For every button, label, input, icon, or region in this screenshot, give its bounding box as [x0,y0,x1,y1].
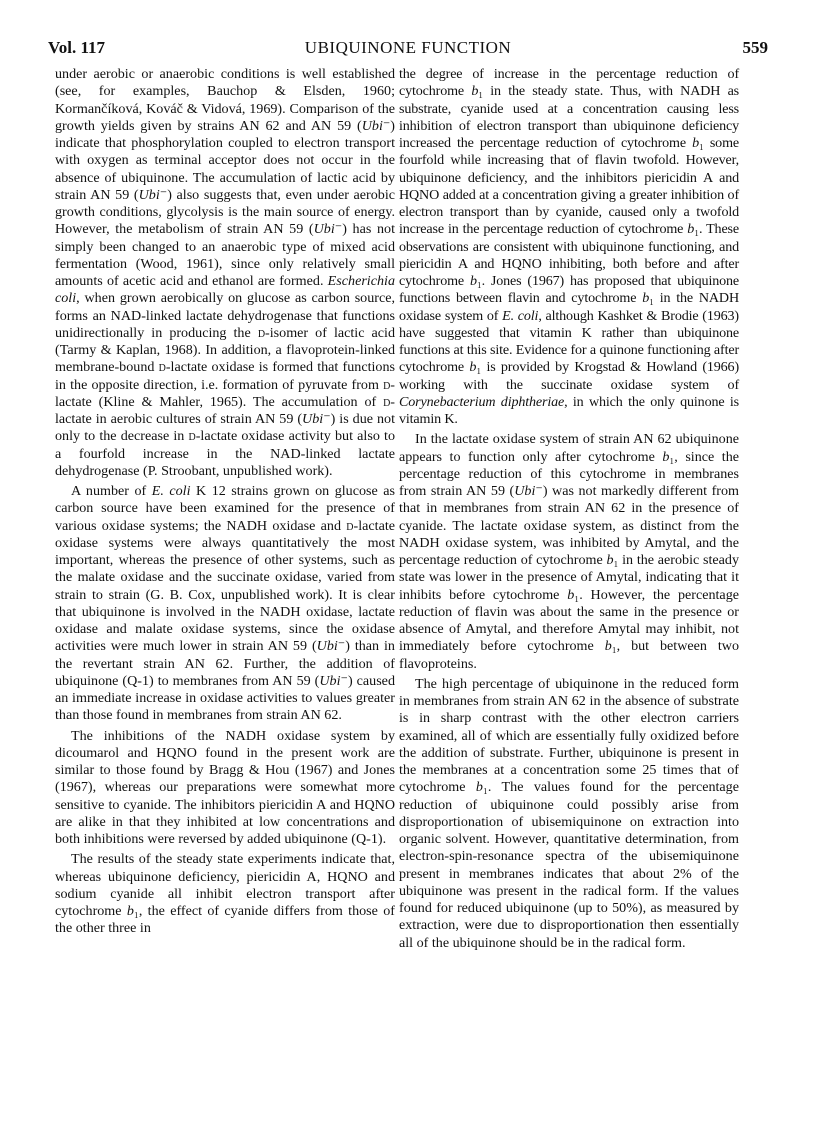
italic-term: b [469,359,477,376]
small-caps-prefix: d [383,376,391,393]
italic-term: Escherichia coli [55,273,395,307]
paragraph: the degree of increase in the percentage reduction of cytochrome b₁ in the steady state. Thus, with NADH as substrate, cyanide used at a concentration causing less inhibition of electron transport than ubiquinone deficiency increased the percentage reduction of cytochrome b₁ some fourfold while increasing that of flavin twofold. However, ubiquinone deficiency, and the inhibitors piericidin A and HQNO added at a concentration giving a greater inhibition of electron transport than by cyanide, caused only a twofold increase in the percentage reduction of cytochrome b₁. These observations are consistent with ubiquinone functioning, and piericidin A and HQNO inhibiting, both before and after cytochrome b₁. Jones (1967) has proposed that ubiquinone functions between flavin and cytochrome b₁ in the NADH oxidase system of E. coli, although Kashket & Brodie (1963) have suggested that vitamin K rather than ubiquinone functions at this site. Evidence for a quinone functioning after cytochrome b₁ is provided by Krogstad & Howland (1966) working with the succinate oxidase system of Corynebacterium diphtheriae, in which the only quinone is vitamin K. [399,66,740,427]
paragraph: A number of E. coli K 12 strains grown on glucose as carbon source have been examined for the presence of various oxidase systems; the NADH oxidase and d-lactate oxidase systems were always quantitatively the most important, whereas the presence of other systems, such as the malate oxidase and the succinate oxidase, varied from strain to strain (G. B. Cox, unpublished work). It is clear that ubiquinone is involved in the NADH oxidase, lactate oxidase and malate oxidase systems, since the oxidase activities were much lower in strain AN 59 (Ubi⁻) than in the revertant strain AN 62. Further, the addition of ubiquinone (Q-1) to membranes from AN 59 (Ubi⁻) caused an immediate increase in oxidase activities to values greater than those found in membranes from strain AN 62. [55,483,396,724]
italic-term: b [469,273,477,289]
italic-term: b [471,83,479,100]
italic-term: E. coli [151,483,191,499]
paragraph: under aerobic or anaerobic conditions is well established (see, for examples, Bauchop & Elsden, 1960; Kormančíková, Kováč & Vidová, 1969). Comparison of the growth yields given by strains AN 62 and AN 59 (Ubi⁻) indicate that phosphorylation coupled to electron transport with oxygen as terminal acceptor does not occur in the absence of ubiquinone. The accumulation of lactic acid by strain AN 59 (Ubi⁻) also suggests that, even under aerobic growth conditions, glycolysis is the main source of energy. However, the metabolism of strain AN 59 (Ubi⁻) has not simply been changed to an anaerobic type of mixed acid fermentation (Wood, 1961), since only relatively small amounts of acetic acid and ethanol are formed. Escherichia coli, when grown aerobically on glucose as carbon source, forms an NAD-linked lactate dehydrogenase that functions unidirectionally in producing the d-isomer of lactic acid (Tarmy & Kaplan, 1968). In addition, a flavoprotein-linked membrane-bound d-lactate oxidase is formed that functions in the opposite direction, i.e. formation of pyruvate from d-lactate (Kline & Mahler, 1965). The accumulation of d-lactate in aerobic cultures of strain AN 59 (Ubi⁻) is due not only to the decrease in d-lactate oxidase activity but also to a fourfold increase in the NAD-linked lactate dehydrogenase (P. Stroobant, unpublished work). [55,66,396,479]
italic-term: Ubi [319,672,341,689]
paragraph: The results of the steady state experiments indicate that, whereas ubiquinone deficiency, piericidin A, HQNO and sodium cyanide all inhibit electron transport after cytochrome b₁, the effect of cyanide differs from those of the other three in [55,851,395,937]
small-caps-prefix: d [383,393,391,410]
italic-term: b [126,903,134,919]
italic-term: b [567,586,575,603]
italic-term: Ubi [302,411,324,427]
left-column [55,66,395,941]
paragraph: In the lactate oxidase system of strain AN 62 ubiquinone appears to function only after cytochrome b₁, since the percentage reduction of this cytochrome in membranes from strain AN 59 (Ubi⁻) was not markedly different from that in membranes from strain AN 62 in the presence of cyanide. The lactate oxidase system, as distinct from the NADH oxidase system, was inhibited by Amytal, and the percentage reduction of cytochrome b₁ in the aerobic steady state was lower in the presence of Amytal, indicating that it inhibits before cytochrome b₁. However, the percentage reduction of flavin was about the same in the presence or absence of Amytal, and therefore Amytal may inhibit, not immediately before cytochrome b₁, but between two flavoproteins. [399,431,740,672]
italic-term: b [604,638,612,655]
italic-term: Ubi [138,186,160,203]
paragraph: The high percentage of ubiquinone in the reduced form in membranes from strain AN 62 in the absence of substrate is in sharp contrast with the other electron carriers examined, all of which are essentially fully oxidized before the addition of substrate. Further, ubiquinone is present in the membranes at a concentration some 25 times that of cytochrome b₁. The values found for the percentage reduction of ubiquinone could possibly arise from disproportionation of ubisemiquinone on extraction into organic solvent. However, quantitative determination, from electron-spin-resonance spectra of the ubisemiquinone present in membranes indicates that about 2% of the ubiquinone was present in the radical form. If the values found for reduced ubiquinone (up to 50%), as measured by extraction, were due to disproportionation then essentially all of the ubiquinone should be in the radical form. [399,675,739,951]
small-caps-prefix: d [257,324,266,341]
italic-term: b [687,221,695,238]
right-column [399,66,739,955]
volume-label: Vol. 117 [48,38,106,57]
italic-term: Ubi [514,483,536,499]
running-title: UBIQUINONE FUNCTION [304,38,512,57]
italic-term: Ubi [361,117,383,134]
italic-term: b [475,779,483,796]
small-caps-prefix: d [158,359,166,376]
running-header [48,38,768,64]
italic-term: Ubi [316,638,338,655]
italic-term: b [606,552,614,568]
page-number: 559 [742,38,768,57]
italic-term: E. coli [502,307,539,324]
small-caps-prefix: d [188,428,196,445]
italic-term: b [662,448,670,465]
small-caps-prefix: d [346,517,354,534]
italic-term: b [692,135,699,151]
italic-term: b [642,290,650,307]
italic-term: Corynebacterium diphtheriae [399,393,565,410]
italic-term: Ubi [313,221,335,238]
paragraph: The inhibitions of the NADH oxidase system by dicoumarol and HQNO found in the present work are similar to those found by Bragg & Hou (1967) and Jones (1967), whereas our preparations were somewhat more sensitive to cyanide. The inhibitors piericidin A and HQNO are alike in that they inhibited at low concentrations and both inhibitions were reversed by added ubiquinone (Q-1). [55,727,395,847]
